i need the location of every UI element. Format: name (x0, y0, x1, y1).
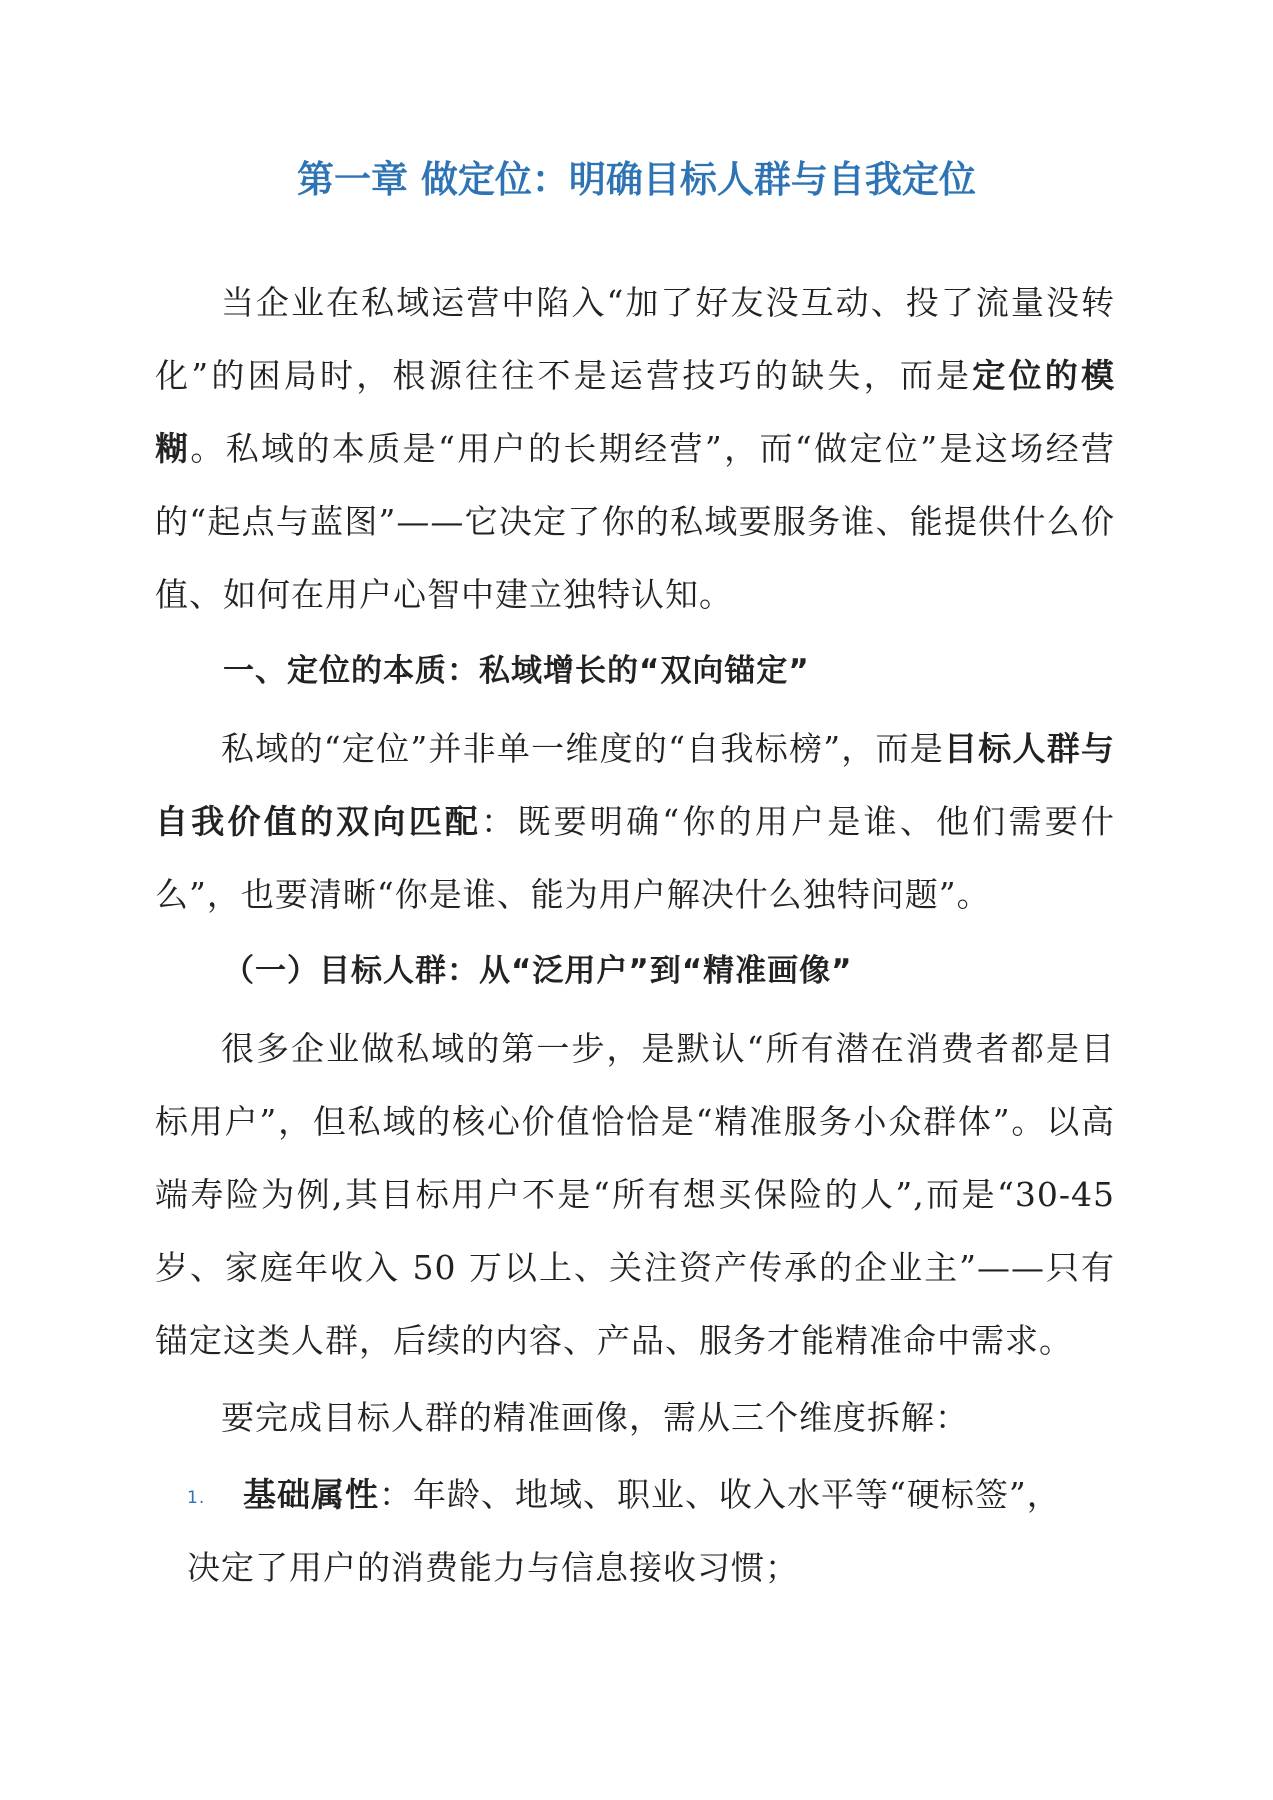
subsection1-paragraph-2: 要完成目标人群的精准画像，需从三个维度拆解： (221, 1398, 969, 1437)
intro-text-2: 。私域的本质是“用户的长期经营”，而“做定位”是这场经营的“起点与蓝图”——它决定了你的私域要服务谁、能提供什么价值、如何在用户心智中建立独特认知。 (155, 429, 1116, 614)
subsection-heading-1: （一）目标人群：从“泛用户”到“精准画像” (223, 953, 853, 989)
list-item-bold-term: 基础属性 (243, 1475, 379, 1514)
list-item-text: ：年龄、地域、职业、收入水平等“硬标签”， (379, 1475, 1061, 1514)
document-body (155, 266, 1115, 1604)
subsection1-paragraph-1: 很多企业做私域的第一步，是默认“所有潜在消费者都是目标用户”，但私域的核心价值恰恰是“精准服务小众群体”。以高端寿险为例,其目标用户不是“所有想买保险的人”,而是“30-45岁、家庭年收入 50 万以上、关注资产传承的企业主”——只有锚定这类人群，后续的内容、产品、服务才能精准命中需求。 (155, 1029, 1115, 1360)
section1-text-1: 私域的“定位”并非单一维度的“自我标榜”，而是 (221, 729, 945, 768)
list-item-continuation: 决定了用户的消费能力与信息接收习惯； (187, 1548, 799, 1587)
intro-bold-term: 定位的模糊 (155, 356, 1116, 468)
section-heading-1: 一、定位的本质：私域增长的“双向锚定” (223, 653, 810, 689)
list-item-first-line (187, 1458, 1115, 1531)
section1-bold-term: 目标人群与自我价值的双向匹配 (155, 729, 1116, 841)
list-item (155, 1458, 1115, 1604)
section1-paragraph (155, 712, 1115, 931)
chapter-title: 第一章 做定位：明确目标人群与自我定位 (297, 158, 976, 201)
list-item-number: 1. (187, 1488, 206, 1508)
intro-text-1: 当企业在私域运营中陷入“加了好友没互动、投了流量没转化”的困局时，根源往往不是运营技巧的缺失，而是 (155, 283, 1115, 395)
section1-text-2: ：既要明确“你的用户是谁、他们需要什么”，也要清晰“你是谁、能为用户解决什么独特问题”。 (155, 802, 1116, 914)
intro-paragraph (155, 266, 1115, 631)
